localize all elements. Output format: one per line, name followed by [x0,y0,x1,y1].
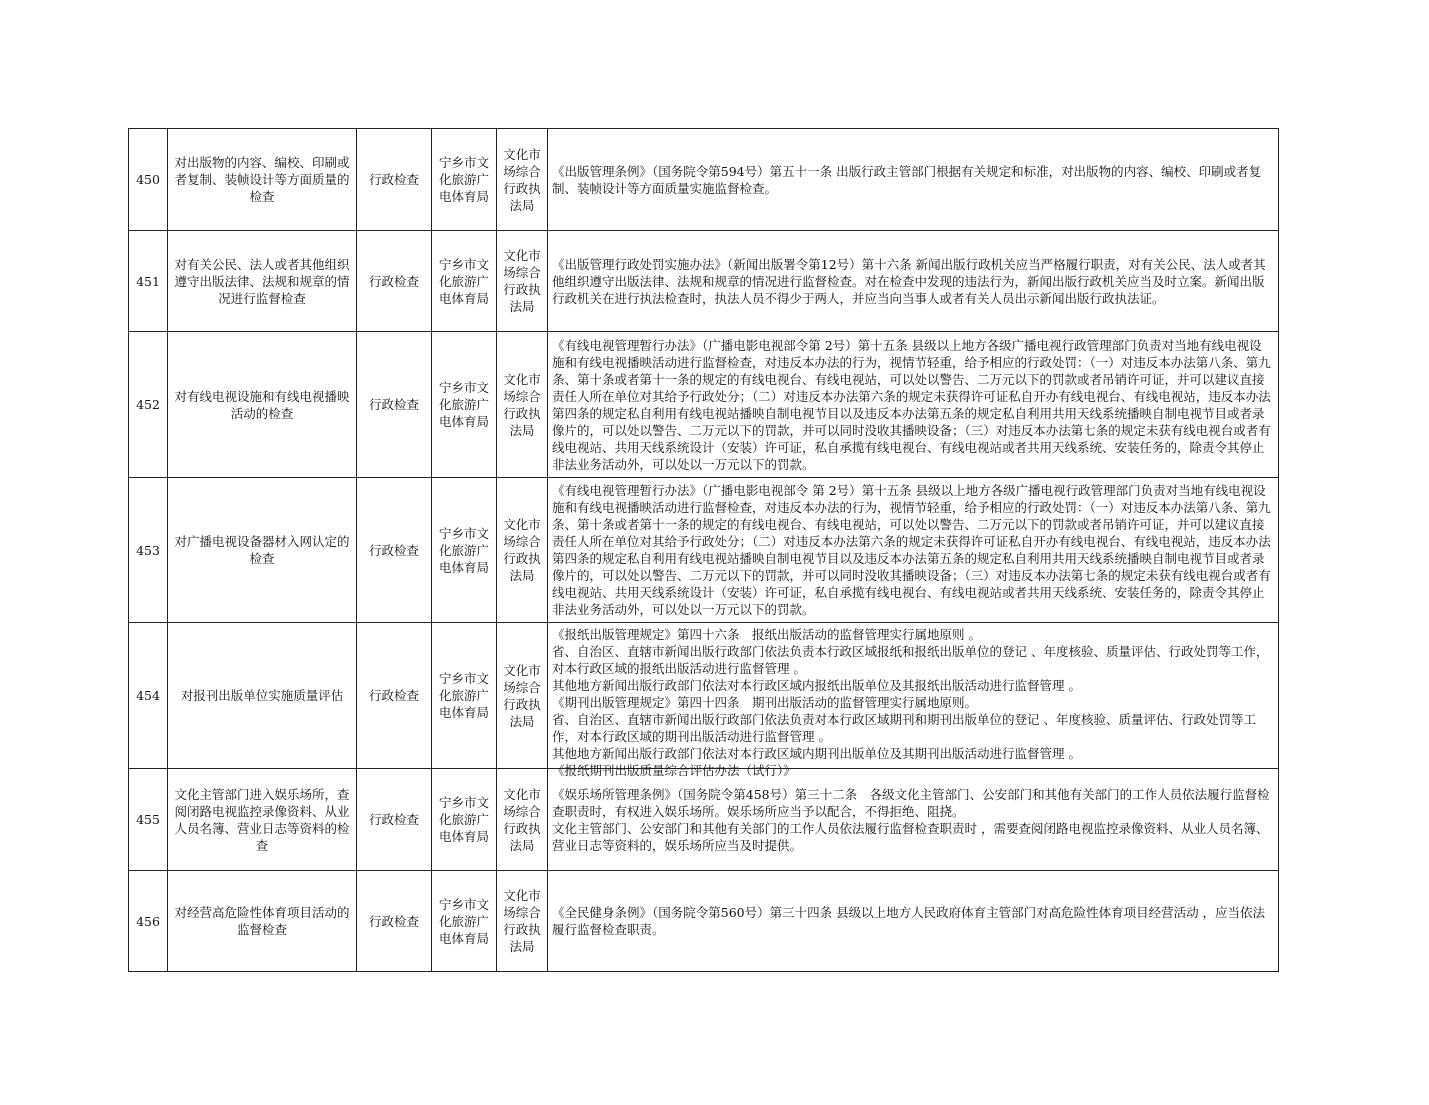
row-number: 454 [129,623,168,769]
enforcement-agency: 文化市场综合行政执法局 [497,129,548,231]
table-row [129,478,1279,623]
row-number: 451 [129,231,168,332]
table-row [129,332,1279,478]
row-number: 453 [129,478,168,623]
item-type: 行政检查 [357,871,432,972]
enforcement-agency: 文化市场综合行政执法局 [497,769,548,871]
legal-basis [548,769,1279,871]
item-type: 行政检查 [357,623,432,769]
responsible-department: 宁乡市文化旅游广电体育局 [432,231,497,332]
row-number: 456 [129,871,168,972]
table-row [129,623,1279,769]
item-type: 行政检查 [357,332,432,478]
row-number: 452 [129,332,168,478]
legal-basis-text: 《全民健身条例》（国务院令第560号）第三十四条 县级以上地方人民政府体育主管部门对高危险性体育项目经营活动 ，应当依法履行监督检查职责。 [552,905,1266,937]
enforcement-agency: 文化市场综合行政执法局 [497,231,548,332]
item-name: 对报刊出版单位实施质量评估 [168,623,357,769]
item-name: 对经营高危险性体育项目活动的监督检查 [168,871,357,972]
table-row [129,231,1279,332]
responsible-department: 宁乡市文化旅游广电体育局 [432,129,497,231]
table-row [129,129,1279,231]
legal-basis [548,332,1279,478]
legal-basis [548,871,1279,972]
responsible-department: 宁乡市文化旅游广电体育局 [432,478,497,623]
row-number: 450 [129,129,168,231]
responsible-department: 宁乡市文化旅游广电体育局 [432,623,497,769]
row-number: 455 [129,769,168,871]
inspection-items-table [128,128,1279,972]
enforcement-agency: 文化市场综合行政执法局 [497,871,548,972]
item-name: 文化主管部门进入娱乐场所，查阅闭路电视监控录像资料、从业人员名簿、营业日志等资料的检查 [168,769,357,871]
item-name: 对有关公民、法人或者其他组织遵守出版法律、法规和规章的情况进行监督检查 [168,231,357,332]
responsible-department: 宁乡市文化旅游广电体育局 [432,871,497,972]
table-row [129,769,1279,871]
legal-basis-text: 《报纸出版管理规定》第四十六条 报纸出版活动的监督管理实行属地原则 。 省、自治区、直辖市新闻出版行政部门依法负责本行政区域报纸和报纸出版单位的登记 、年度核验、质量评估、行政处罚等工作，对本行政区域的报纸出版活动进行监督管理 。 其他地方新闻出版行政部门依法对本行政区域内报纸出版单位及其报纸出版活动进行监督管理 。 《期刊出版管理规定》第四十四条 期刊出版活动的监督管理实行属地原则。 省、自治区、直辖市新闻出版行政部门依法负责对本行政区域期刊和期刊出版单位的登记 、年度核验、质量评估、行政处罚等工作，对本行政区域的期刊出版活动进行监督管理 。 其他地方新闻出版行政部门依法对本行政区域内期刊出版单位及其期刊出版活动进行监督管理 。 《报纸期刊出版质量综合评估办法（试行）》 [552,626,1269,778]
table-row [129,871,1279,972]
legal-basis-text: 《有线电视管理暂行办法》（广播电影电视部令第 2号）第十五条 县级以上地方各级广播电视行政管理部门负责对当地有线电视设施和有线电视播映活动进行监督检查，对违反本办法的行为，视情节轻重，给予相应的行政处罚：（一）对违反本办法第八条、第九条、第十条或者第十一条的规定的有线电视台、有线电视站，可以处以警告、二万元以下的罚款或者吊销许可证，并可以建议直接责任人所在单位对其给予行政处分；（二）对违反本办法第六条的规定未获得许可证私自开办有线电视台、有线电视站，违反本办法第四条的规定私自利用有线电视站播映自制电视节目以及违反本办法第五条的规定私自利用共用天线系统播映自制电视节目或者录像片的，可以处以警告、二万元以下的罚款，并可以同时没收其播映设备；（三）对违反本办法第七条的规定未获有线电视台或者有线电视站、共用天线系统设计（安装）许可证，私自承揽有线电视台、有线电视站或者共用天线系统、安装任务的，除责令其停止非法业务活动外，可以处以一万元以下的罚款。 [552,337,1271,472]
item-type: 行政检查 [357,129,432,231]
legal-basis [548,129,1279,231]
responsible-department: 宁乡市文化旅游广电体育局 [432,769,497,871]
item-type: 行政检查 [357,478,432,623]
legal-basis [548,478,1279,623]
enforcement-agency: 文化市场综合行政执法局 [497,478,548,623]
legal-basis [548,623,1279,778]
legal-basis-text: 《出版管理行政处罚实施办法》（新闻出版署令第12号）第十六条 新闻出版行政机关应当严格履行职责，对有关公民、法人或者其他组织遵守出版法律、法规和规章的情况进行监督检查。对在检查中发现的违法行为，新闻出版行政机关应当及时立案。新闻出版行政机关在进行执法检查时，执法人员不得少于两人，并应当向当事人或者有关人员出示新闻出版行政执法证。 [552,256,1266,306]
enforcement-agency: 文化市场综合行政执法局 [497,623,548,769]
item-name: 对出版物的内容、编校、印刷或者复制、装帧设计等方面质量的检查 [168,129,357,231]
legal-basis-text: 《娱乐场所管理条例》（国务院令第458号）第三十二条 各级文化主管部门、公安部门和其他有关部门的工作人员依法履行监督检查职责时，有权进入娱乐场所。娱乐场所应当予以配合，不得拒绝、阻挠。 文化主管部门、公安部门和其他有关部门的工作人员依法履行监督检查职责时 ，需要查阅闭路电视监控录像资料、从业人员名簿、营业日志等资料的，娱乐场所应当及时提供。 [552,786,1270,853]
legal-basis [548,231,1279,332]
item-name: 对广播电视设备器材入网认定的检查 [168,478,357,623]
item-type: 行政检查 [357,769,432,871]
responsible-department: 宁乡市文化旅游广电体育局 [432,332,497,478]
legal-basis-text: 《有线电视管理暂行办法》（广播电影电视部令 第 2号）第十五条 县级以上地方各级广播电视行政管理部门负责对当地有线电视设施和有线电视播映活动进行监督检查，对违反本办法的行为，视情节轻重，给予相应的行政处罚：（一）对违反本办法第八条、第九条、第十条或者第十一条的规定的有线电视台、有线电视站，可以处以警告、二万元以下的罚款或者吊销许可证，并可以建议直接责任人所在单位对其给予行政处分；（二）对违反本办法第六条的规定未获得许可证私自开办有线电视台、有线电视站，违反本办法第四条的规定私自利用有线电视站播映自制电视节目以及违反本办法第五条的规定私自利用共用天线系统播映自制电视节目或者录像片的，可以处以警告、二万元以下的罚款，并可以同时没收其播映设备；（三）对违反本办法第七条的规定未获有线电视台或者有线电视站、共用天线系统设计（安装）许可证，私自承揽有线电视台、有线电视站或者共用天线系统、安装任务的，除责令其停止非法业务活动外，可以处以一万元以下的罚款。 [552,483,1271,617]
item-type: 行政检查 [357,231,432,332]
enforcement-agency: 文化市场综合行政执法局 [497,332,548,478]
legal-basis-text: 《出版管理条例》（国务院令第594号）第五十一条 出版行政主管部门根据有关规定和标准，对出版物的内容、编校、印刷或者复制、装帧设计等方面质量实施监督检查。 [552,163,1262,196]
item-name: 对有线电视设施和有线电视播映活动的检查 [168,332,357,478]
